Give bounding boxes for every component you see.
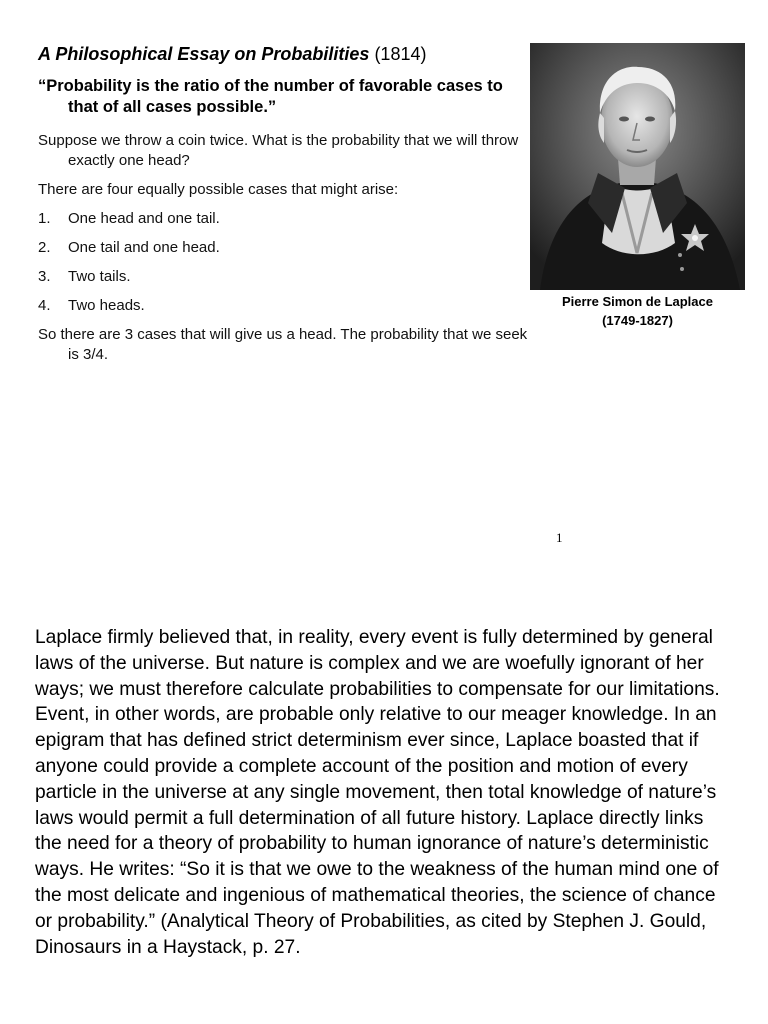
list-item: 2. One tail and one head. — [38, 239, 220, 256]
title-year: (1814) — [374, 44, 427, 64]
cases-list — [38, 209, 220, 325]
notes-body: Laplace firmly believed that, in reality, every event is fully determined by general laws of the universe. But nature is complex and we are woefully ignorant of her ways; we must therefore calculate probabilities to compensate for our limitations. Event, in other words, are probable only relative to our meager knowledge. In an epigram that has defined strict determinism ever since, Laplace boasted that if anyone could provide a complete account of the position and motion of every particle in the universe at any single movement, then total knowledge of nature’s laws would permit a full determination of all future history. Laplace directly links the need for a theory of probability to human ignorance of nature’s deterministic ways. He writes: “So it is that we owe to the weakness of the human mind one of the most delicate and ingenious of mathematical theories, the science of chance or probability.” (Analytical Theory of Probabilities, as cited by Stephen J. Gould, Dinosaurs in a Haystack, p. 27. — [35, 627, 720, 958]
portrait-caption — [530, 292, 745, 330]
caption-years: (1749-1827) — [602, 313, 673, 328]
portrait-illustration — [530, 43, 745, 290]
conclusion: So there are 3 cases that will give us a head. The probability that we seek is 3/4. — [38, 326, 528, 363]
list-item: 1. One head and one tail. — [38, 210, 220, 227]
coin-question: Suppose we throw a coin twice. What is the probability that we will throw exactly one head? — [38, 132, 519, 169]
cases-intro: There are four equally possible cases that might arise: — [38, 181, 399, 198]
laplace-portrait — [530, 43, 745, 290]
list-item: 3. Two tails. — [38, 268, 131, 285]
slide-title — [38, 42, 426, 66]
caption-name: Pierre Simon de Laplace — [561, 294, 713, 309]
page-number: 1 — [556, 530, 563, 545]
list-item: 4. Two heads. — [38, 297, 145, 314]
definition-quote: “Probability is the ratio of the number of favorable cases to that of all cases possible.” — [38, 77, 503, 116]
title-main: A Philosophical Essay on Probabilities — [38, 44, 370, 64]
